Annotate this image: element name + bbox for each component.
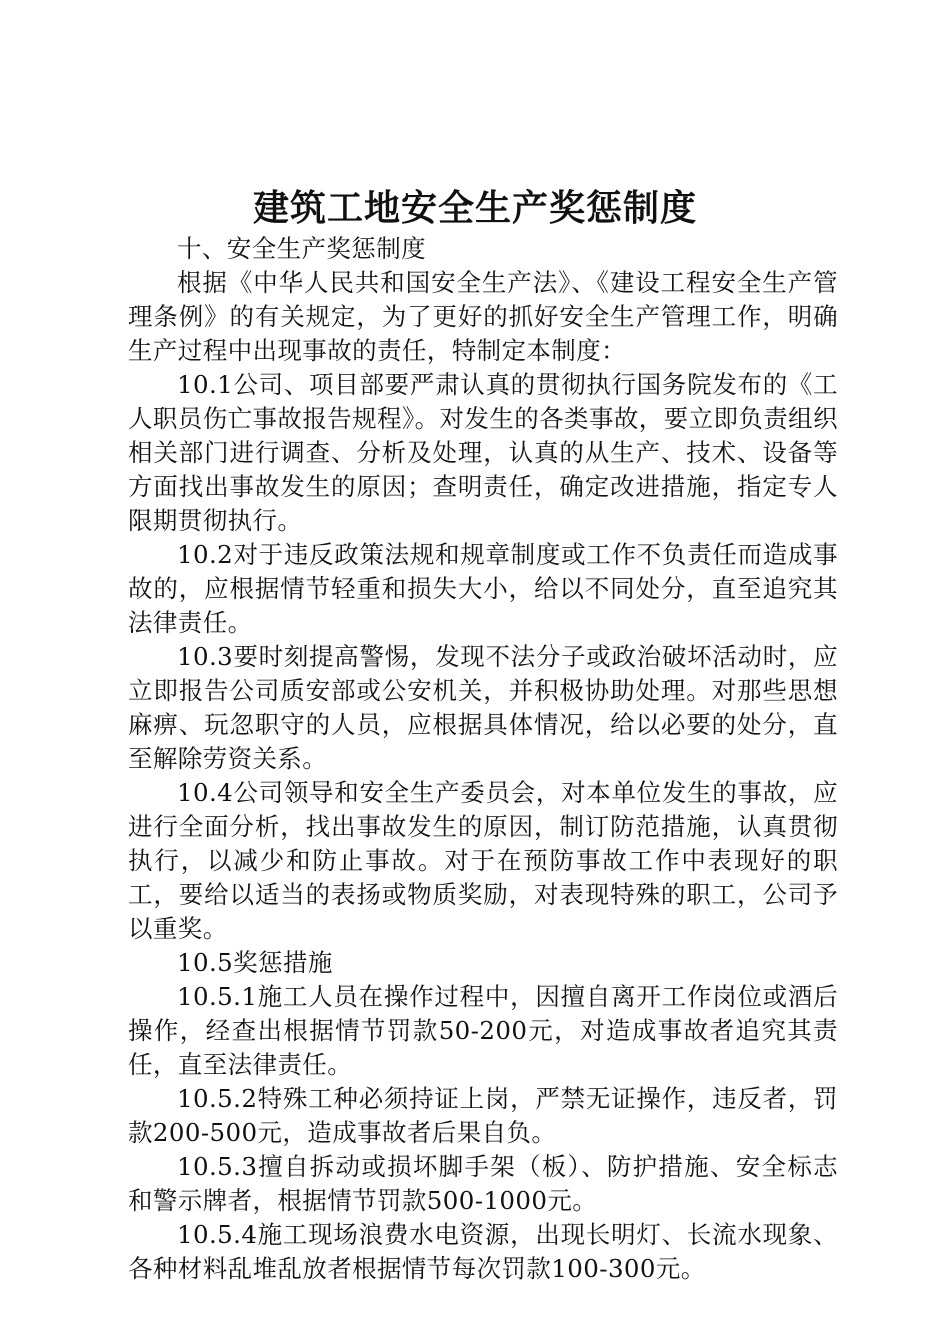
- intro-paragraph: 根据《中华人民共和国安全生产法》、《建设工程安全生产管理条例》的有关规定，为了更好的抓好安全生产管理工作，明确生产过程中出现事故的责任，特制定本制度：: [128, 268, 838, 365]
- clause-10-1: 10.1公司、项目部要严肃认真的贯彻执行国务院发布的《工人职员伤亡事故报告规程》。对发生的各类事故，要立即负责组织相关部门进行调查、分析及处理，认真的从生产、技术、设备等方面找出事故发生的原因；查明责任，确定改进措施，指定专人限期贯彻执行。: [128, 370, 838, 535]
- clause-10-5-heading: 10.5奖惩措施: [177, 948, 333, 977]
- document-title: 建筑工地安全生产奖惩制度: [252, 187, 697, 229]
- document-body: [128, 232, 838, 1286]
- clause-10-5-4: 10.5.4施工现场浪费水电资源，出现长明灯、长流水现象、各种材料乱堆乱放者根据情节每次罚款100-300元。: [128, 1220, 838, 1283]
- clause-10-5-3: 10.5.3擅自拆动或损坏脚手架（板）、防护措施、安全标志和警示牌者，根据情节罚款500-1000元。: [128, 1152, 838, 1215]
- clause-10-5-1: 10.5.1施工人员在操作过程中，因擅自离开工作岗位或酒后操作，经查出根据情节罚款50-200元，对造成事故者追究其责任，直至法律责任。: [128, 982, 838, 1079]
- clause-10-5-2: 10.5.2特殊工种必须持证上岗，严禁无证操作，违反者，罚款200-500元，造成事故者后果自负。: [128, 1084, 838, 1147]
- section-heading: 十、安全生产奖惩制度: [177, 234, 426, 263]
- clause-10-3: 10.3要时刻提高警惕，发现不法分子或政治破坏活动时，应立即报告公司质安部或公安机关，并积极协助处理。对那些思想麻痹、玩忽职守的人员，应根据具体情况，给以必要的处分，直至解除劳资关系。: [128, 642, 838, 773]
- clause-10-2: 10.2对于违反政策法规和规章制度或工作不负责任而造成事故的，应根据情节轻重和损失大小，给以不同处分，直至追究其法律责任。: [128, 540, 838, 637]
- clause-10-4: 10.4公司领导和安全生产委员会，对本单位发生的事故，应进行全面分析，找出事故发生的原因，制订防范措施，认真贯彻执行，以减少和防止事故。对于在预防事故工作中表现好的职工，要给以适当的表扬或物质奖励，对表现特殊的职工，公司予以重奖。: [128, 778, 838, 943]
